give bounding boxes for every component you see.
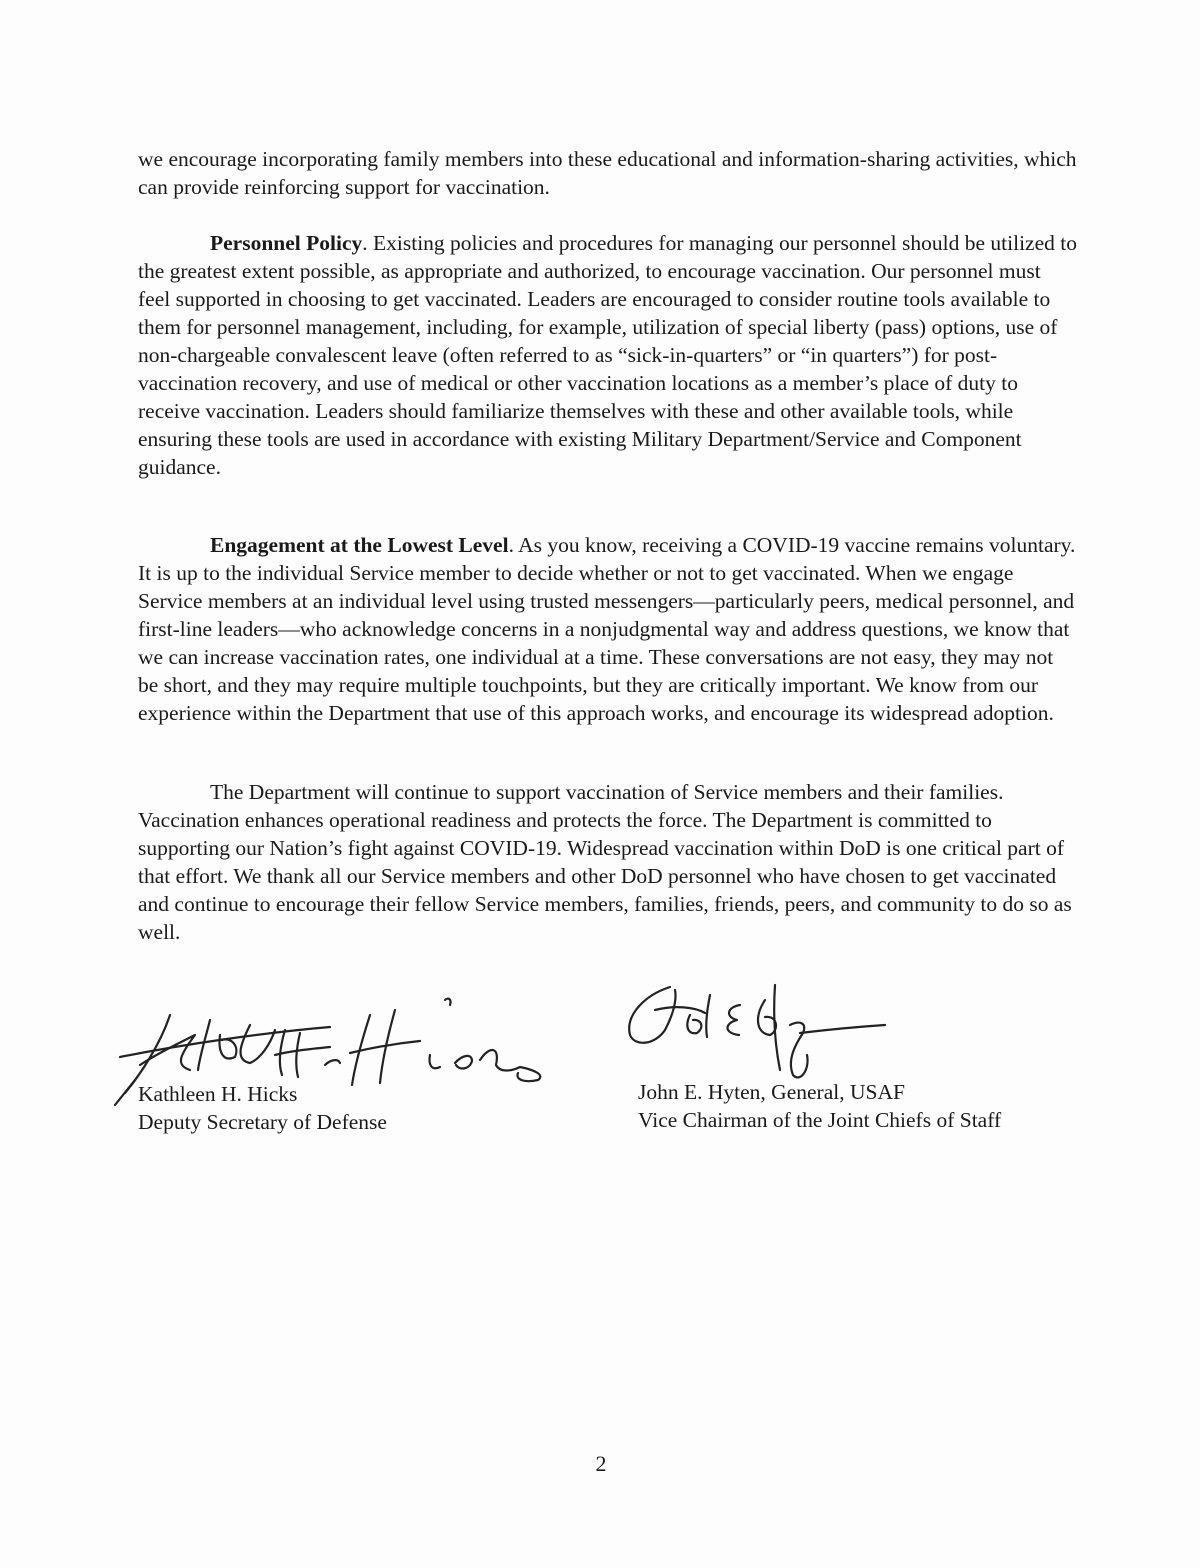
heading-engagement-lowest-level: Engagement at the Lowest Level — [210, 533, 509, 557]
paragraph-family-members: we encourage incorporating family members into these educational and information-sharing activities, which can provide reinforcing support for vaccination. — [138, 147, 1077, 199]
signatory-name-hyten: John E. Hyten, General, USAF — [638, 1080, 905, 1104]
signature-hyten — [615, 975, 895, 1085]
paragraph-personnel-policy — [138, 229, 1078, 481]
signatory-name-hicks: Kathleen H. Hicks — [138, 1082, 298, 1106]
paragraph-department-support: The Department will continue to support vaccination of Service members and their families. Vaccination enhances operational readiness and protects the force. The Department is committed to supporting our Nation’s fight against COVID-19. Widespread vaccination within DoD is one critical part of that effort. We thank all our Service members and other DoD personnel who have chosen to get vaccinated and continue to encourage their fellow Service members, families, friends, peers, and community to do so as well. — [138, 780, 1072, 944]
signatory-title-hyten: Vice Chairman of the Joint Chiefs of Staff — [638, 1108, 1002, 1132]
heading-personnel-policy: Personnel Policy — [210, 231, 363, 255]
signatory-right — [638, 1078, 1001, 1134]
signatory-title-hicks: Deputy Secretary of Defense — [138, 1110, 387, 1134]
engagement-body: . As you know, receiving a COVID-19 vaccine remains voluntary. It is up to the individual Service member to decide whether or not to get vaccinated. When we engage Service members at an individual level using trusted messengers—particularly peers, medical personnel, and first-line leaders—who acknowledge concerns in a nonjudgmental way and address questions, we know that we can increase vaccination rates, one individual at a time. These conversations are not easy, they may not be short, and they may require multiple touchpoints, but they are critically important. We know from our experience within the Department that use of this approach works, and encourage its widespread adoption. — [138, 533, 1076, 725]
signatory-left — [138, 1080, 387, 1136]
personnel-policy-body: . Existing policies and procedures for managing our personnel should be utilized to the greatest extent possible, as appropriate and authorized, to encourage vaccination. Our personnel must feel supported in choosing to get vaccinated. Leaders are encouraged to consider routine tools available to them for personnel management, including, for example, utilization of special liberty (pass) options, use of non-chargeable convalescent leave (often referred to as “sick-in-quarters” or “in quarters”) for post-vaccination recovery, and use of medical or other vaccination locations as a member’s place of duty to receive vaccination. Leaders should familiarize themselves with these and other available tools, while ensuring these tools are used in accordance with existing Military Department/Service and Component guidance. — [138, 231, 1077, 479]
page-number: 2 — [595, 1451, 607, 1476]
paragraph-engagement — [138, 531, 1078, 727]
